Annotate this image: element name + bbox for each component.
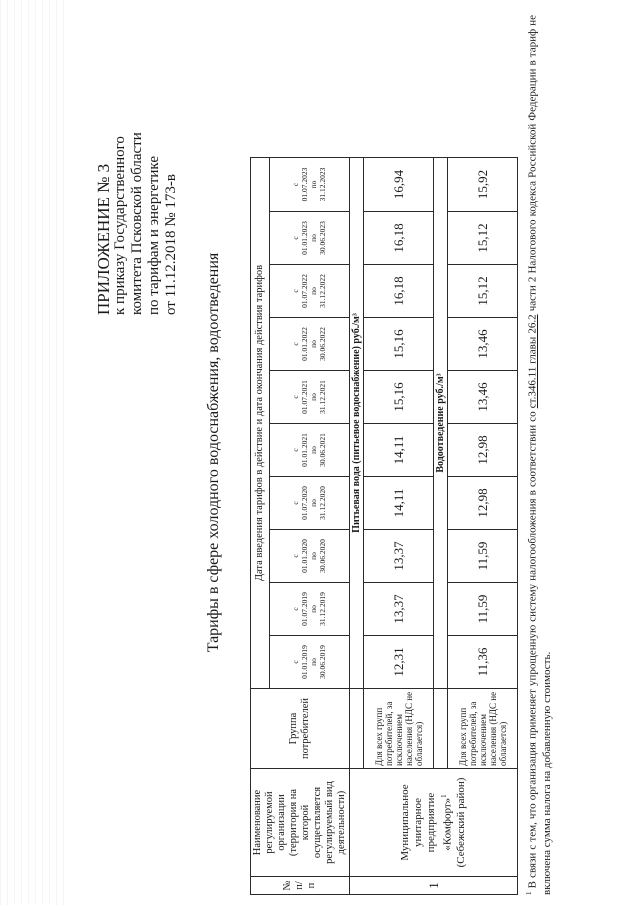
period-header-cell — [269, 265, 349, 318]
annex-line: комитета Псковской области — [129, 132, 145, 315]
period-part: 31.12.2023 — [318, 167, 328, 202]
period-part: с — [291, 607, 301, 611]
header-number: № п/п — [251, 877, 350, 895]
sewer-tariff-value: 11,59 — [448, 583, 518, 636]
period-header-cell — [269, 371, 349, 424]
water-tariff-value: 13,37 — [364, 530, 434, 583]
sewer-tariff-value: 11,36 — [448, 636, 518, 689]
org-name: «Комфорт» — [441, 797, 454, 851]
period-part: по — [309, 658, 319, 666]
footnote-text: части 2 Налогового кодекса Российской Федерации в тариф не включена сумма налога на добавленную стоимость. — [526, 14, 553, 895]
section-water: Питьевая вода (питьевое водоснабжение) руб./м³ — [350, 158, 364, 689]
period-part: 01.07.2020 — [300, 486, 310, 520]
org-line — [438, 771, 455, 874]
period-header-cell — [269, 530, 349, 583]
org-line: предприятие — [425, 792, 438, 853]
period-header-cell — [269, 477, 349, 530]
consumer-group: Для всех групп потребителей, за исключением населения (НДС не облагается) — [448, 689, 518, 769]
header-dates: Дата введения тарифов в действие и дата окончания действия тарифов — [251, 158, 270, 689]
period-part: по — [309, 234, 319, 242]
sewer-tariff-value: 12,98 — [448, 477, 518, 530]
footnote-text: В связи с тем, что организация применяет упрощенную систему налогообложения в соответствии со — [526, 411, 539, 889]
period-part: с — [291, 236, 301, 240]
period-part: 01.07.2021 — [300, 380, 310, 414]
water-tariff-value: 15,16 — [364, 318, 434, 371]
period-part: с — [291, 289, 301, 293]
period-part: 01.07.2019 — [300, 592, 310, 626]
period-header-cell — [269, 636, 349, 689]
water-tariff-value: 16,18 — [364, 265, 434, 318]
sewer-tariff-value: 12,98 — [448, 424, 518, 477]
period-part: по — [309, 499, 319, 507]
period-part: 31.12.2019 — [318, 592, 328, 626]
period-header-cell — [269, 212, 349, 265]
period-part: 01.07.2023 — [300, 167, 310, 202]
sewer-tariff-value: 13,46 — [448, 318, 518, 371]
consumer-group: Для всех групп потребителей, за исключением населения (НДС не облагается) — [364, 689, 434, 769]
period-part: с — [291, 448, 301, 452]
period-part: по — [309, 552, 319, 560]
period-part: по — [309, 446, 319, 454]
period-part: по — [309, 340, 319, 348]
sewer-tariff-value: 15,92 — [448, 158, 518, 212]
period-part: 01.07.2022 — [300, 274, 310, 308]
period-part: 30.06.2023 — [318, 221, 328, 255]
annex-line: по тарифам и энергетике — [146, 156, 162, 315]
annex-title: ПРИЛОЖЕНИЕ № 3 — [94, 163, 113, 315]
period-part: с — [291, 395, 301, 399]
period-part: 30.06.2019 — [318, 645, 328, 679]
period-part: по — [309, 393, 319, 401]
period-part: с — [291, 182, 301, 187]
section-sewer: Водоотведение руб./м³ — [434, 158, 448, 689]
water-tariff-value: 15,16 — [364, 371, 434, 424]
period-part: с — [291, 501, 301, 505]
period-part: с — [291, 554, 301, 558]
sewer-tariff-value: 15,12 — [448, 212, 518, 265]
header-organization: Наименование регулируемой организации (территория на которой осуществляется регулируемый вид деятельности) — [251, 769, 350, 877]
org-line: Муниципальное — [399, 784, 412, 861]
period-part: по — [309, 605, 319, 613]
footnote — [522, 15, 554, 895]
org-line: унитарное — [412, 798, 425, 848]
organization-name — [350, 769, 518, 877]
period-part: 31.12.2020 — [318, 486, 328, 520]
period-part: 01.01.2020 — [300, 539, 310, 573]
period-part: 01.01.2019 — [300, 645, 310, 679]
period-header-cell — [269, 318, 349, 371]
period-part: 01.01.2021 — [300, 433, 310, 467]
period-part: 31.12.2022 — [318, 274, 328, 308]
blank-cell — [434, 689, 448, 769]
footnote-sup: 1 — [525, 891, 533, 895]
water-tariff-value: 14,11 — [364, 477, 434, 530]
period-part: 01.01.2023 — [300, 221, 310, 255]
sewer-tariff-value: 15,12 — [448, 265, 518, 318]
period-part: 30.06.2020 — [318, 539, 328, 573]
period-header-cell — [269, 424, 349, 477]
period-part: с — [291, 342, 301, 346]
sewer-tariff-value: 11,59 — [448, 530, 518, 583]
period-part: 30.06.2021 — [318, 433, 328, 467]
annex-block — [95, 15, 180, 315]
period-header-cell — [269, 158, 349, 212]
annex-line: к приказу Государственного — [112, 136, 128, 315]
sewer-tariff-value: 13,46 — [448, 371, 518, 424]
row-number: 1 — [350, 877, 518, 895]
water-tariff-value: 14,11 — [364, 424, 434, 477]
period-part: по — [309, 287, 319, 295]
org-line: (Себежский район) — [454, 777, 467, 868]
period-header-cell — [269, 583, 349, 636]
header-consumer-group: Группа потребителей — [251, 689, 350, 769]
annex-line: от 11.12.2018 № 173-в — [163, 174, 179, 315]
period-part: по — [309, 180, 319, 189]
footnote-link[interactable]: ст.346.11 главы 26.2 — [526, 314, 539, 409]
water-tariff-value: 12,31 — [364, 636, 434, 689]
water-tariff-value: 16,18 — [364, 212, 434, 265]
document-title: Тарифы в сфере холодного водоснабжения, водоотведения — [205, 252, 222, 653]
period-part: 31.12.2021 — [318, 380, 328, 414]
period-part: с — [291, 660, 301, 664]
water-tariff-value: 16,94 — [364, 158, 434, 212]
water-tariff-value: 13,37 — [364, 583, 434, 636]
blank-cell — [350, 689, 364, 769]
footnote-marker: 1 — [440, 794, 449, 798]
tariff-table — [250, 157, 518, 895]
period-part: 30.06.2022 — [318, 327, 328, 361]
period-part: 01.01.2022 — [300, 327, 310, 361]
